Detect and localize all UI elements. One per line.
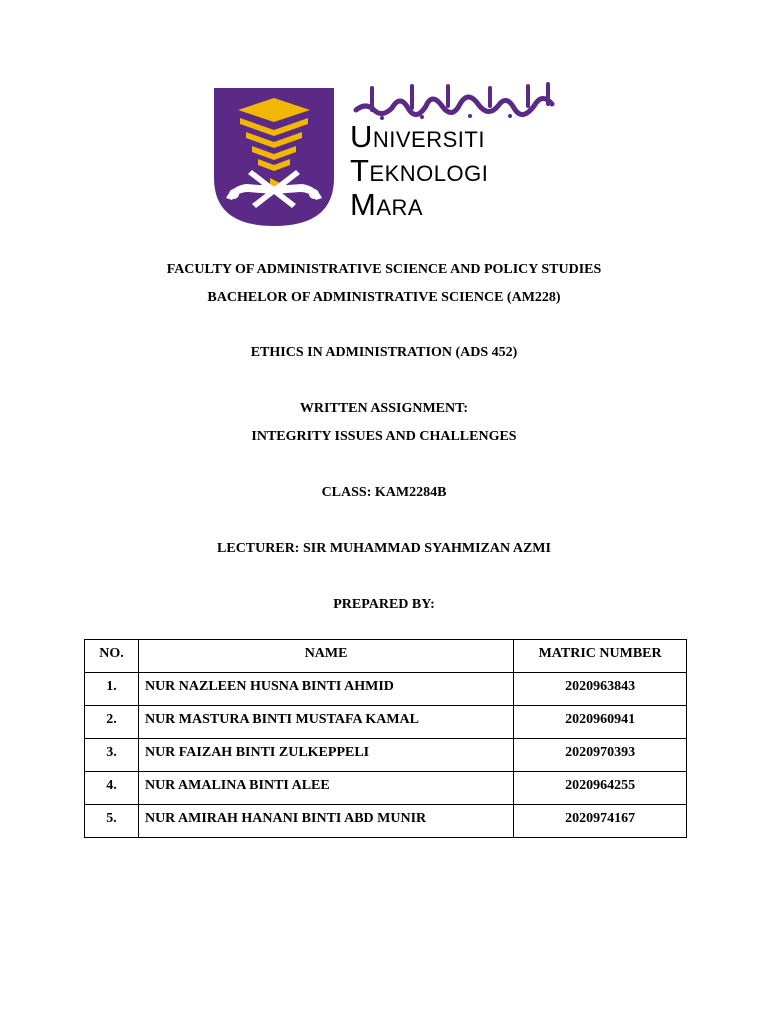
row-matric: 2020960941 [514, 706, 687, 739]
jawi-logo-text [352, 80, 562, 120]
row-matric: 2020963843 [514, 673, 687, 706]
row-name: NUR AMALINA BINTI ALEE [138, 772, 513, 805]
assignment-label: WRITTEN ASSIGNMENT: [299, 401, 469, 416]
row-no: 3. [85, 739, 139, 772]
row-no: 4. [85, 772, 139, 805]
faculty-title: FACULTY OF ADMINISTRATIVE SCIENCE AND POLICY STUDIES [166, 262, 602, 277]
header-matric-number: MATRIC NUMBER [514, 640, 687, 673]
logo-line-mara: Mara [350, 187, 424, 222]
table-row [85, 772, 687, 805]
header-no: NO. [85, 640, 139, 673]
row-no: 2. [85, 706, 139, 739]
lecturer-label: LECTURER: SIR MUHAMMAD SYAHMIZAN AZMI [217, 541, 551, 556]
row-name: NUR FAIZAH BINTI ZULKEPPELI [138, 739, 513, 772]
row-name: NUR AMIRAH HANANI BINTI ABD MUNIR [138, 805, 513, 838]
row-name: NUR MASTURA BINTI MUSTAFA KAMAL [138, 706, 513, 739]
members-table [84, 639, 687, 838]
row-no: 1. [85, 673, 139, 706]
class-label: CLASS: KAM2284B [321, 485, 447, 500]
row-no: 5. [85, 805, 139, 838]
programme-title: BACHELOR OF ADMINISTRATIVE SCIENCE (AM228) [207, 290, 561, 305]
table-row [85, 706, 687, 739]
logo-wordmark [350, 120, 488, 222]
university-logo [212, 80, 562, 230]
logo-line-universiti: Universiti [350, 119, 485, 154]
prepared-by-label: PREPARED BY: [333, 597, 435, 612]
uitm-crest-icon [212, 86, 336, 228]
row-matric: 2020964255 [514, 772, 687, 805]
table-row [85, 739, 687, 772]
header-name: NAME [138, 640, 513, 673]
jawi-script-icon [352, 80, 562, 120]
table-row [85, 805, 687, 838]
row-matric: 2020974167 [514, 805, 687, 838]
table-row [85, 673, 687, 706]
course-title: ETHICS IN ADMINISTRATION (ADS 452) [250, 345, 518, 360]
table-header-row [85, 640, 687, 673]
assignment-title: INTEGRITY ISSUES AND CHALLENGES [251, 429, 517, 444]
row-name: NUR NAZLEEN HUSNA BINTI AHMID [138, 673, 513, 706]
logo-line-teknologi: Teknologi [350, 153, 489, 188]
row-matric: 2020970393 [514, 739, 687, 772]
